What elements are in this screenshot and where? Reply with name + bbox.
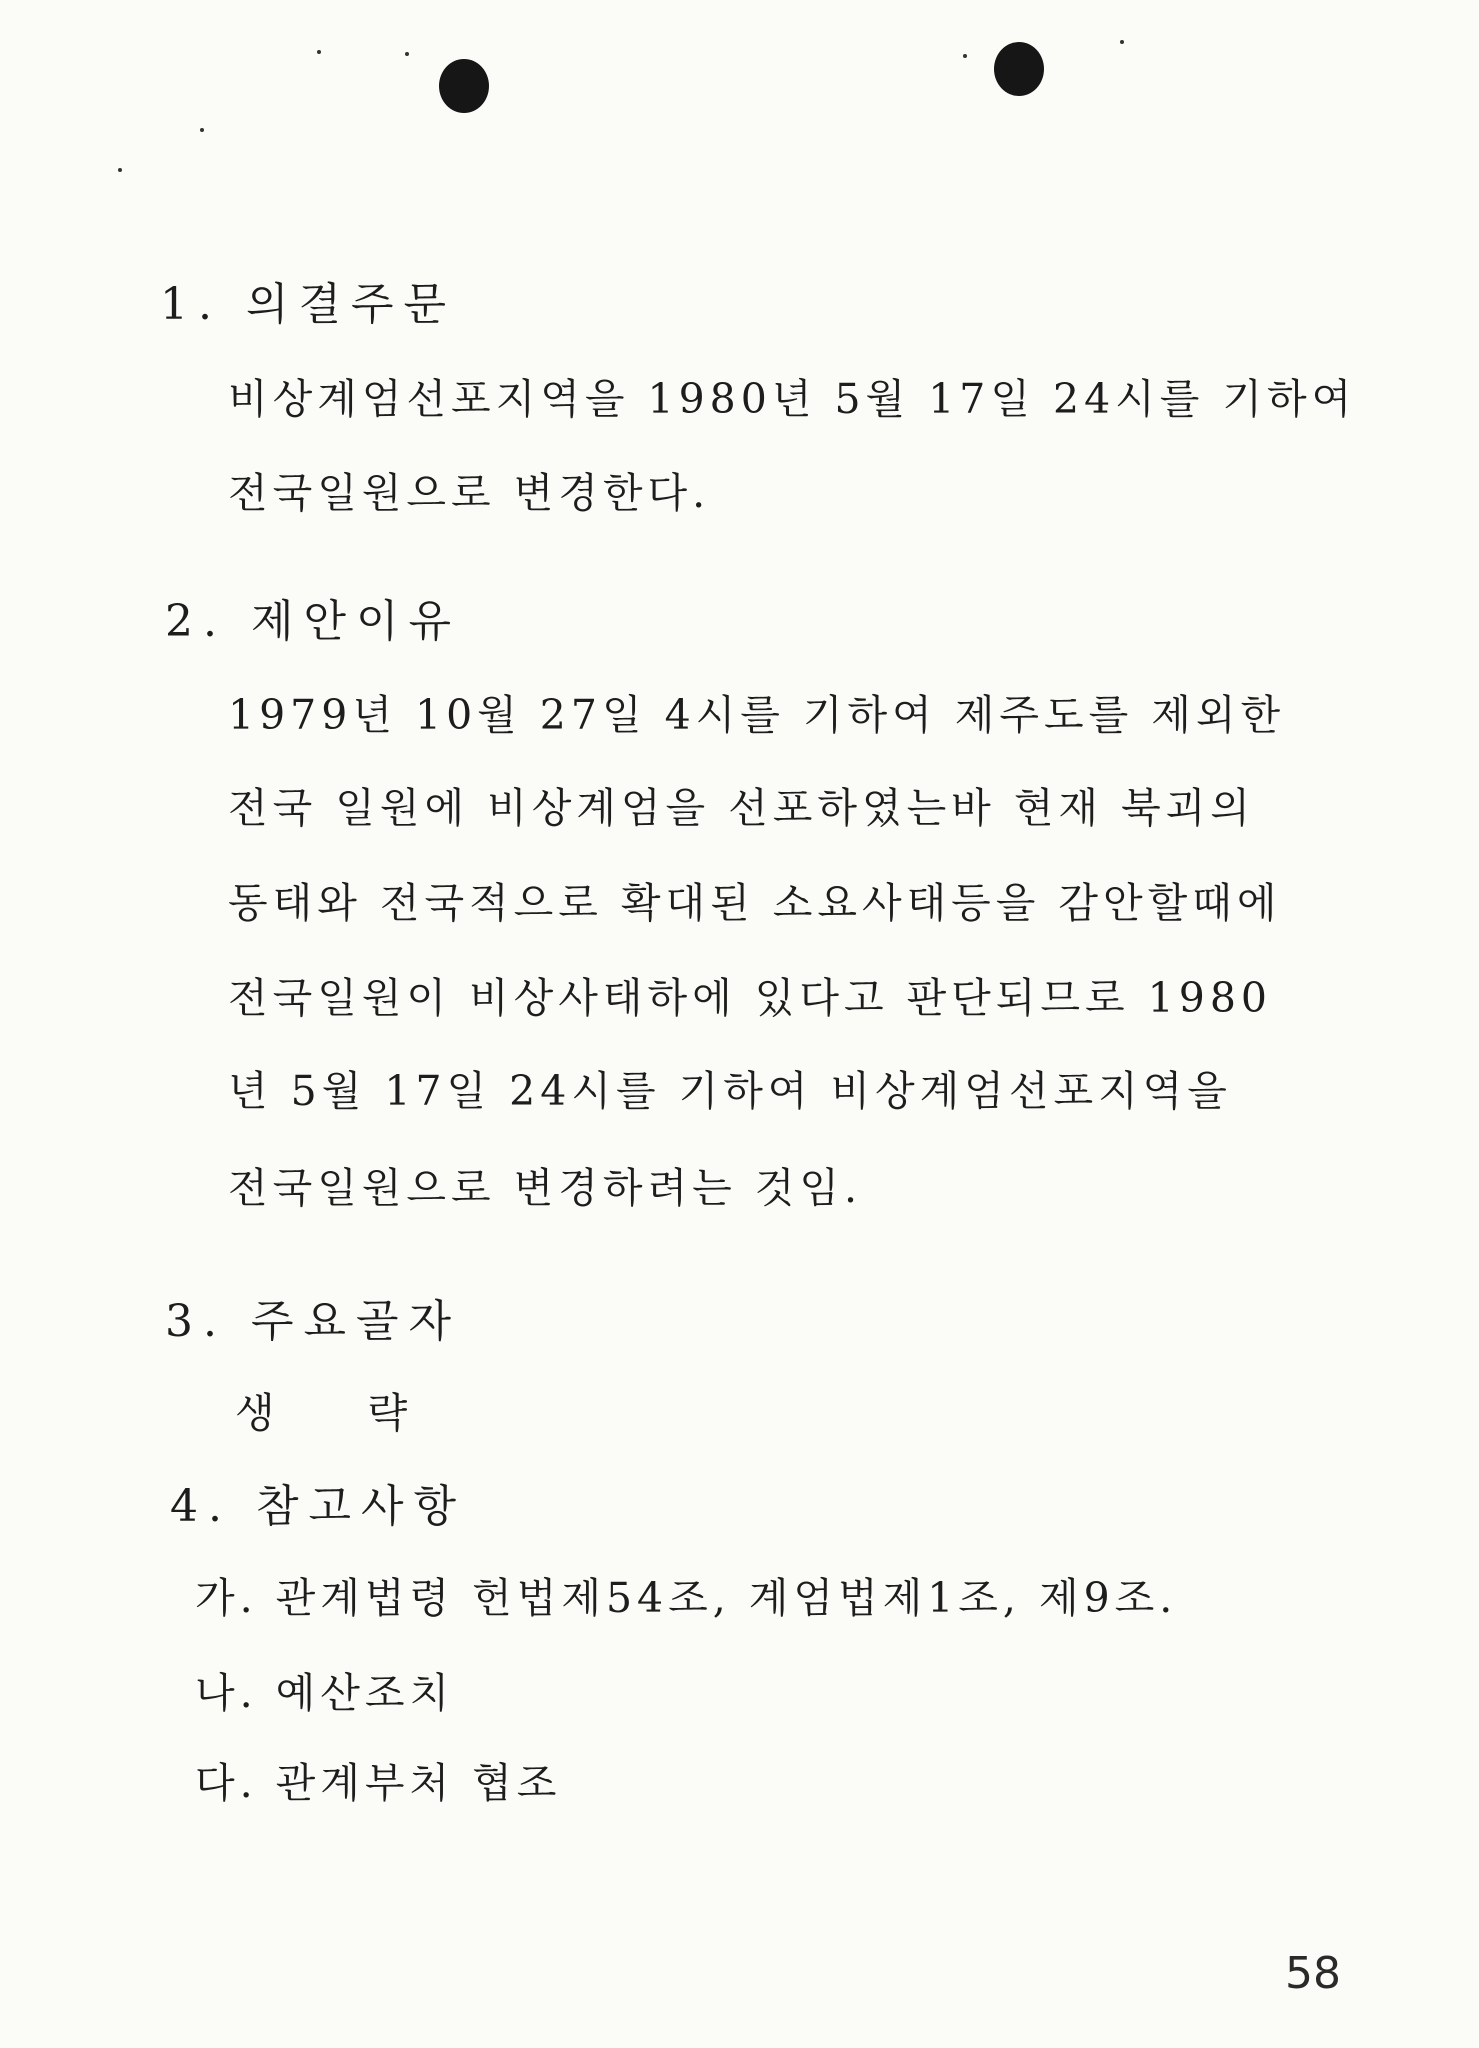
section-heading: 4. 참고사항 [170,1481,466,1532]
punch-hole [439,59,489,113]
ink-speck [118,168,122,172]
punch-hole [994,42,1044,96]
body-line: 년 5월 17일 24시를 기하여 비상계엄선포지역을 [228,1067,1232,1115]
ink-speck [317,50,321,54]
reference-item: 나. 예산조치 [195,1669,455,1717]
ink-speck [200,128,204,132]
body-line: 동태와 전국적으로 확대된 소요사태등을 감안할때에 [228,879,1282,927]
section-heading: 1. 의결주문 [160,279,456,330]
body-line: 전국일원으로 변경한다. [228,469,711,517]
section-heading: 2. 제안이유 [165,596,461,647]
page-number: 58 [1285,1948,1341,1999]
body-line: 비상계엄선포지역을 1980년 5월 17일 24시를 기하여 [228,375,1357,423]
ink-speck [963,54,967,58]
section-heading: 3. 주요골자 [165,1296,461,1347]
reference-item: 가. 관계법령 헌법제54조, 계엄법제1조, 제9조. [195,1574,1178,1622]
body-line: 전국일원으로 변경하려는 것임. [228,1164,862,1212]
body-line: 전국일원이 비상사태하에 있다고 판단되므로 1980 [228,974,1272,1022]
body-line: 전국 일원에 비상계엄을 선포하였는바 현재 북괴의 [228,784,1255,832]
ink-speck [405,52,409,56]
reference-item: 다. 관계부처 협조 [195,1759,562,1807]
body-line: 1979년 10월 27일 4시를 기하여 제주도를 제외한 [228,691,1286,739]
body-line: 생 략 [235,1389,448,1437]
ink-speck [1120,40,1124,44]
